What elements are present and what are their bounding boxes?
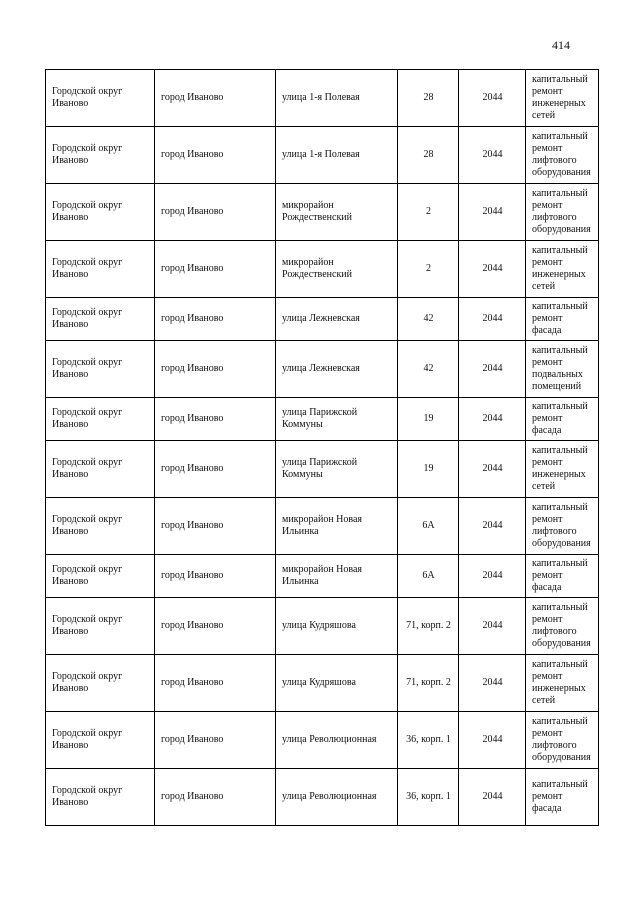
street-cell: улица Парижской Коммуны [276, 441, 398, 498]
house-number-cell: 28 [398, 127, 459, 184]
house-number-cell: 71, корп. 2 [398, 598, 459, 655]
okrug-cell: Городской округ Иваново [46, 184, 155, 241]
year-cell: 2044 [459, 70, 526, 127]
city-cell: город Иваново [155, 441, 276, 498]
year-cell: 2044 [459, 769, 526, 826]
work-type-cell: капитальный ремонт фасада [526, 555, 599, 598]
year-cell: 2044 [459, 598, 526, 655]
table-row [46, 769, 599, 826]
okrug-cell: Городской округ Иваново [46, 298, 155, 341]
year-cell: 2044 [459, 127, 526, 184]
city-cell: город Иваново [155, 712, 276, 769]
house-number-cell: 6А [398, 555, 459, 598]
table-row [46, 341, 599, 398]
house-number-cell: 71, корп. 2 [398, 655, 459, 712]
city-cell: город Иваново [155, 769, 276, 826]
house-number-cell: 19 [398, 441, 459, 498]
okrug-cell: Городской округ Иваново [46, 70, 155, 127]
city-cell: город Иваново [155, 127, 276, 184]
year-cell: 2044 [459, 298, 526, 341]
city-cell: город Иваново [155, 398, 276, 441]
work-type-cell: капитальный ремонт инженерных сетей [526, 70, 599, 127]
okrug-cell: Городской округ Иваново [46, 555, 155, 598]
okrug-cell: Городской округ Иваново [46, 655, 155, 712]
street-cell: микрорайон Новая Ильинка [276, 498, 398, 555]
year-cell: 2044 [459, 712, 526, 769]
city-cell: город Иваново [155, 184, 276, 241]
house-number-cell: 28 [398, 70, 459, 127]
table-row [46, 655, 599, 712]
street-cell: улица Кудряшова [276, 598, 398, 655]
okrug-cell: Городской округ Иваново [46, 398, 155, 441]
street-cell: микрорайон Рождественский [276, 184, 398, 241]
street-cell: улица Лежневская [276, 298, 398, 341]
table-row [46, 598, 599, 655]
year-cell: 2044 [459, 241, 526, 298]
year-cell: 2044 [459, 341, 526, 398]
house-number-cell: 42 [398, 298, 459, 341]
table-row [46, 127, 599, 184]
okrug-cell: Городской округ Иваново [46, 127, 155, 184]
repair-schedule-table [45, 69, 599, 826]
city-cell: город Иваново [155, 298, 276, 341]
work-type-cell: капитальный ремонт фасада [526, 769, 599, 826]
table-row [46, 441, 599, 498]
street-cell: улица 1-я Полевая [276, 70, 398, 127]
city-cell: город Иваново [155, 498, 276, 555]
work-type-cell: капитальный ремонт инженерных сетей [526, 655, 599, 712]
table-row [46, 241, 599, 298]
table-row [46, 398, 599, 441]
street-cell: улица Революционная [276, 769, 398, 826]
house-number-cell: 36, корп. 1 [398, 769, 459, 826]
okrug-cell: Городской округ Иваново [46, 769, 155, 826]
okrug-cell: Городской округ Иваново [46, 712, 155, 769]
table-row [46, 712, 599, 769]
house-number-cell: 6А [398, 498, 459, 555]
city-cell: город Иваново [155, 70, 276, 127]
city-cell: город Иваново [155, 655, 276, 712]
year-cell: 2044 [459, 398, 526, 441]
table-row [46, 298, 599, 341]
work-type-cell: капитальный ремонт лифтового оборудования [526, 712, 599, 769]
okrug-cell: Городской округ Иваново [46, 441, 155, 498]
street-cell: микрорайон Новая Ильинка [276, 555, 398, 598]
year-cell: 2044 [459, 184, 526, 241]
table-row [46, 498, 599, 555]
house-number-cell: 36, корп. 1 [398, 712, 459, 769]
page-number: 414 [552, 38, 570, 52]
okrug-cell: Городской округ Иваново [46, 341, 155, 398]
house-number-cell: 2 [398, 241, 459, 298]
table-row [46, 70, 599, 127]
house-number-cell: 19 [398, 398, 459, 441]
city-cell: город Иваново [155, 598, 276, 655]
work-type-cell: капитальный ремонт подвальных помещений [526, 341, 599, 398]
year-cell: 2044 [459, 655, 526, 712]
city-cell: город Иваново [155, 555, 276, 598]
house-number-cell: 2 [398, 184, 459, 241]
year-cell: 2044 [459, 498, 526, 555]
okrug-cell: Городской округ Иваново [46, 598, 155, 655]
work-type-cell: капитальный ремонт лифтового оборудования [526, 498, 599, 555]
work-type-cell: капитальный ремонт фасада [526, 398, 599, 441]
house-number-cell: 42 [398, 341, 459, 398]
street-cell: улица Кудряшова [276, 655, 398, 712]
work-type-cell: капитальный ремонт инженерных сетей [526, 441, 599, 498]
work-type-cell: капитальный ремонт инженерных сетей [526, 241, 599, 298]
table-row [46, 184, 599, 241]
year-cell: 2044 [459, 441, 526, 498]
work-type-cell: капитальный ремонт лифтового оборудования [526, 598, 599, 655]
street-cell: микрорайон Рождественский [276, 241, 398, 298]
street-cell: улица Лежневская [276, 341, 398, 398]
street-cell: улица Революционная [276, 712, 398, 769]
work-type-cell: капитальный ремонт лифтового оборудования [526, 184, 599, 241]
work-type-cell: капитальный ремонт лифтового оборудования [526, 127, 599, 184]
work-type-cell: капитальный ремонт фасада [526, 298, 599, 341]
table-row [46, 555, 599, 598]
city-cell: город Иваново [155, 241, 276, 298]
okrug-cell: Городской округ Иваново [46, 241, 155, 298]
year-cell: 2044 [459, 555, 526, 598]
city-cell: город Иваново [155, 341, 276, 398]
okrug-cell: Городской округ Иваново [46, 498, 155, 555]
table-body [46, 70, 599, 826]
street-cell: улица Парижской Коммуны [276, 398, 398, 441]
street-cell: улица 1-я Полевая [276, 127, 398, 184]
